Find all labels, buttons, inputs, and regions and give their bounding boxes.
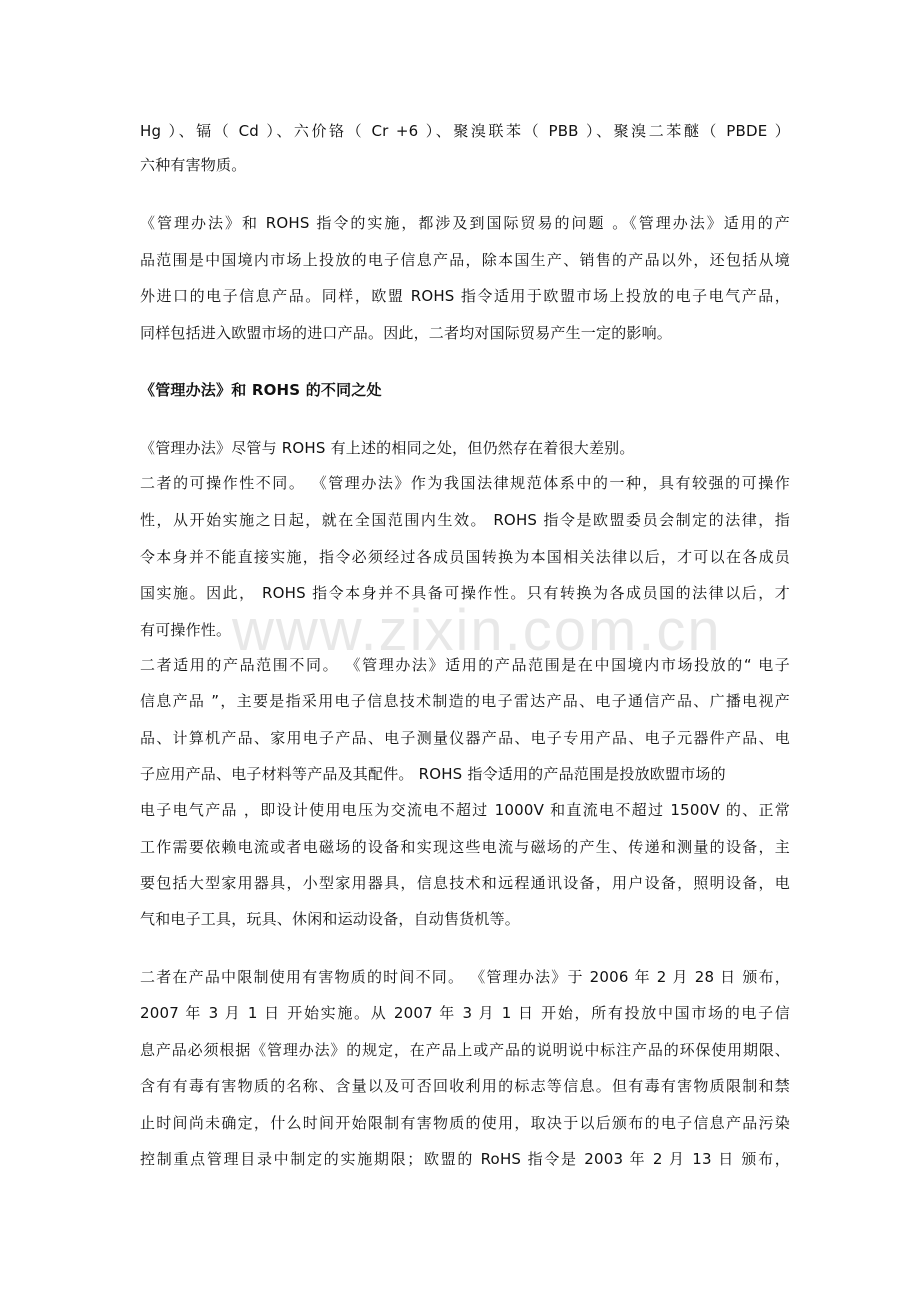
text-line: 含有有毒有害物质的名称、含量以及可否回收利用的标志等信息。但有毒有害物质限制和禁 bbox=[140, 1077, 790, 1095]
text-line: 子应用产品、电子材料等产品及其配件。 ROHS 指令适用的产品范围是投放欧盟市场的 bbox=[140, 765, 726, 783]
text-line: 《管理办法》尽管与 ROHS 有上述的相同之处，但仍然存在着很大差别。 bbox=[140, 439, 635, 457]
text-line: 二者在产品中限制使用有害物质的时间不同。 《管理办法》于 2006 年 2 月 28 日 颁布， bbox=[140, 968, 790, 986]
text-line: 2007 年 3 月 1 日 开始实施。从 2007 年 3 月 1 日 开始，所有投放中国市场的电子信 bbox=[140, 1004, 790, 1022]
section-heading: 《管理办法》和 ROHS 的不同之处 bbox=[140, 381, 382, 399]
text-line: 有可操作性。 bbox=[140, 621, 232, 639]
text-line: 品、计算机产品、家用电子产品、电子测量仪器产品、电子专用产品、电子元器件产品、电 bbox=[140, 729, 790, 747]
text-line: 国实施。因此， ROHS 指令本身并不具备可操作性。只有转换为各成员国的法律以后，才 bbox=[140, 584, 790, 602]
text-line: Hg ）、镉（ Cd ）、六价铬（ Cr +6 ）、聚溴联苯（ PBB ）、聚溴二苯醚（ PBDE ） bbox=[140, 122, 790, 140]
text-line: 品范围是中国境内市场上投放的电子信息产品，除本国生产、销售的产品以外，还包括从境 bbox=[140, 251, 790, 269]
text-line: 二者适用的产品范围不同。 《管理办法》适用的产品范围是在中国境内市场投放的“ 电子 bbox=[140, 656, 790, 674]
text-line: 二者的可操作性不同。 《管理办法》作为我国法律规范体系中的一种，具有较强的可操作 bbox=[140, 474, 790, 492]
text-line: 要包括大型家用器具，小型家用器具，信息技术和远程通讯设备，用户设备，照明设备，电 bbox=[140, 874, 790, 892]
text-line: 令本身并不能直接实施，指令必须经过各成员国转换为本国相关法律以后，才可以在各成员 bbox=[140, 548, 790, 566]
text-line: 止时间尚未确定，什么时间开始限制有害物质的使用，取决于以后颁布的电子信息产品污染 bbox=[140, 1114, 790, 1132]
text-line: 六种有害物质。 bbox=[140, 156, 247, 174]
text-line: 性，从开始实施之日起，就在全国范围内生效。 ROHS 指令是欧盟委员会制定的法律，指 bbox=[140, 511, 790, 529]
text-line: 工作需要依赖电流或者电磁场的设备和实现这些电流与磁场的产生、传递和测量的设备，主 bbox=[140, 838, 790, 856]
text-line: 气和电子工具，玩具、休闲和运动设备，自动售货机等。 bbox=[140, 910, 521, 928]
text-line: 《管理办法》和 ROHS 指令的实施，都涉及到国际贸易的问题 。《管理办法》适用的产 bbox=[140, 214, 790, 232]
text-line: 同样包括进入欧盟市场的进口产品。因此，二者均对国际贸易产生一定的影响。 bbox=[140, 324, 673, 342]
watermark: www.zixin.com.cn bbox=[232, 598, 722, 663]
text-line: 信息产品 ”，主要是指采用电子信息技术制造的电子雷达产品、电子通信产品、广播电视产 bbox=[140, 692, 790, 710]
text-line: 息产品必须根据《管理办法》的规定，在产品上或产品的说明说中标注产品的环保使用期限、 bbox=[140, 1041, 790, 1059]
text-line: 电子电气产品 ，即设计使用电压为交流电不超过 1000V 和直流电不超过 1500V 的、正常 bbox=[140, 801, 790, 819]
text-line: 控制重点管理目录中制定的实施期限；欧盟的 RoHS 指令是 2003 年 2 月 13 日 颁布， bbox=[140, 1150, 790, 1168]
text-line: 外进口的电子信息产品。同样，欧盟 ROHS 指令适用于欧盟市场上投放的电子电气产品， bbox=[140, 287, 790, 305]
